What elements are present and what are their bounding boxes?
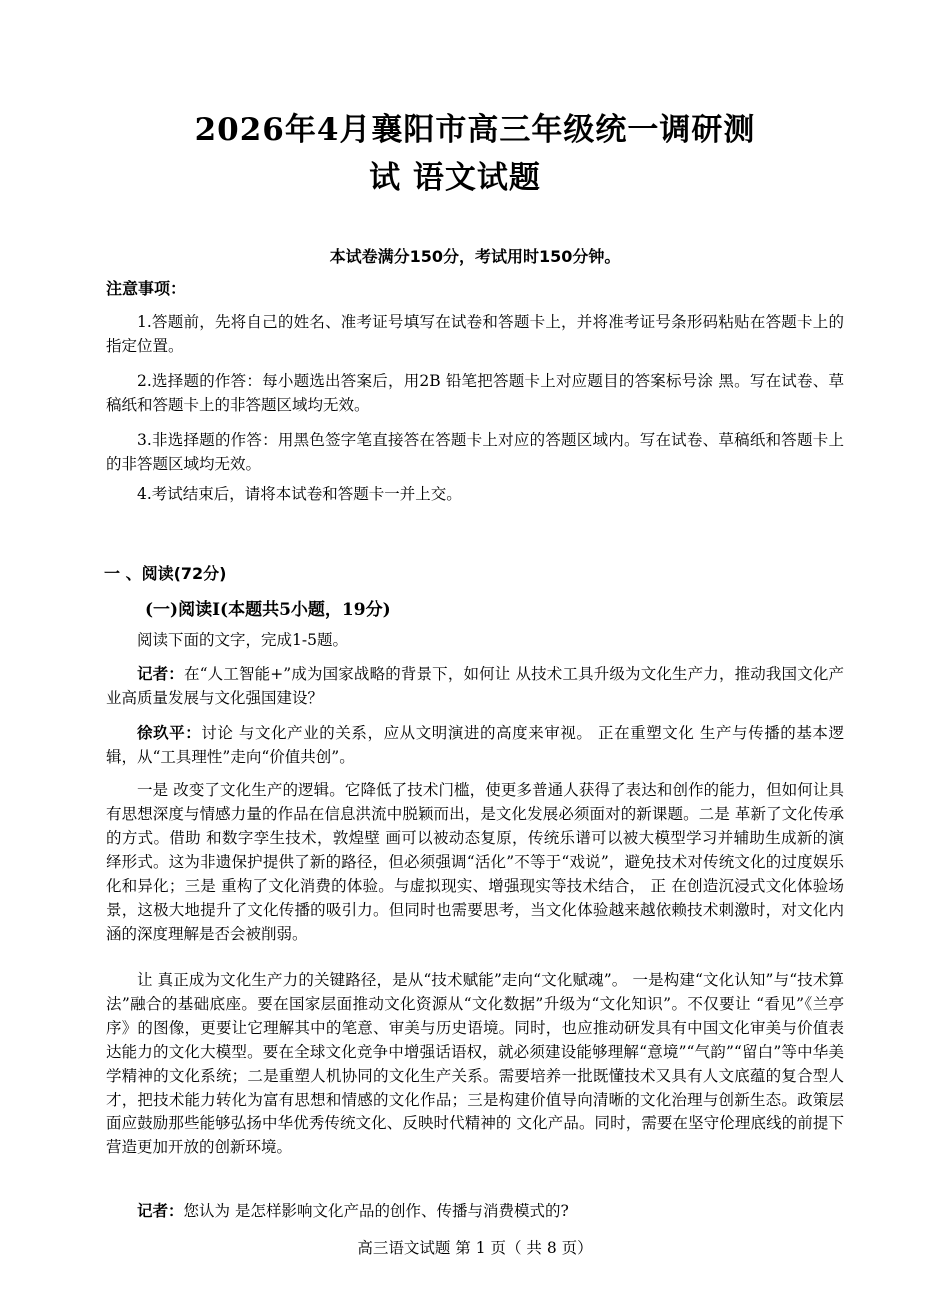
exam-title-line-2: 试 语文试题 <box>369 160 541 196</box>
notice-item-3: 3.非选择题的作答：用黑色签字笔直接答在答题卡上对应的答题区域内。写在试卷、草稿纸和答题卡上的非答题区域均无效。 <box>106 431 844 473</box>
speaker-label-reporter: 记者： <box>137 1202 184 1220</box>
notice-heading: 注意事项： <box>106 279 187 298</box>
exam-title-line-1: 2026年4月襄阳市高三年级统一调研测 <box>194 112 756 148</box>
interview-answer-1 <box>106 721 844 769</box>
subsection-heading: (一)阅读Ⅰ(本题共5小题，19分) <box>145 600 391 620</box>
reading-instruction: 阅读下面的文字，完成1-5题。 <box>137 631 348 649</box>
question-text: 在“人工智能+”成为国家战略的背景下，如何让 从技术工具升级为文化生产力，推动我国文化产业高质量发展与文化强国建设？ <box>106 665 844 707</box>
article-paragraph-2: 让 真正成为文化生产力的关键路径，是从“技术赋能”走向“文化赋魂”。 一是构建“文化认知”与“技术算法”融合的基础底座。要在国家层面推动文化资源从“文化数据”升级为“文化知识”。不仅要让 “看见”《兰亭序》的图像，更要让它理解其中的笔意、审美与历史语境。同时，也应推动研发具有中国文化审美与价值表达能力的文化大模型。要在全球文化竞争中增强话语权，就必须建设能够理解“意境”“气韵”“留白”等中华美学精神的文化系统；二是重塑人机协同的文化生产关系。需要培养一批既懂技术又具有人文底蕴的复合型人才，把技术能力转化为富有思想和情感的文化作品；三是构建价值导向清晰的文化治理与创新生态。政策层面应鼓励那些能够弘扬中华优秀传统文化、反映时代精神的 文化产品。同时，需要在坚守伦理底线的前提下营造更加开放的创新环境。 <box>106 971 844 1157</box>
notice-item-2: 2.选择题的作答：每小题选出答案后，用2B 铅笔把答题卡上对应题目的答案标号涂 黑。写在试卷、草稿纸和答题卡上的非答题区域均无效。 <box>106 372 844 414</box>
speaker-label-reporter: 记者： <box>137 665 184 683</box>
interview-question-2 <box>106 1199 844 1223</box>
answer-text: 讨论 与文化产业的关系，应从文明演进的高度来审视。 正在重塑文化 生产与传播的基本逻辑，从“工具理性”走向“价值共创”。 <box>106 724 844 766</box>
article-paragraph-1: 一是 改变了文化生产的逻辑。它降低了技术门槛，使更多普通人获得了表达和创作的能力，但如何让具有思想深度与情感力量的作品在信息洪流中脱颖而出，是文化发展必须面对的新课题。二是 革新了文化传承的方式。借助 和数字孪生技术，敦煌壁 画可以被动态复原，传统乐谱可以被大模型学习并辅助生成新的演绎形式。这为非遗保护提供了新的路径，但必须强调“活化”不等于“戏说”，避免技术对传统文化的过度娱乐化和异化；三是 重构了文化消费的体验。与虚拟现实、增强现实等技术结合， 正 在创造沉浸式文化体验场景，这极大地提升了文化传播的吸引力。但同时也需要思考，当文化体验越来越依赖技术刺激时，对文化内涵的深度理解是否会被削弱。 <box>106 781 844 943</box>
exam-score-time-note: 本试卷满分150分，考试用时150分钟。 <box>329 247 621 266</box>
speaker-label-xu: 徐玖平： <box>137 724 202 742</box>
notice-item-4: 4.考试结束后，请将本试卷和答题卡一并上交。 <box>137 485 462 503</box>
section-heading: 一 、阅读(72分) <box>104 564 227 583</box>
question-text: 您认为 是怎样影响文化产品的创作、传播与消费模式的? <box>183 1202 569 1220</box>
interview-question-1 <box>106 662 844 710</box>
notice-item-1: 1.答题前，先将自己的姓名、准考证号填写在试卷和答题卡上，并将准考证号条形码粘贴在答题卡上的指定位置。 <box>106 313 844 355</box>
page-footer: 高三语文试题 第 1 页（ 共 8 页） <box>357 1239 593 1257</box>
